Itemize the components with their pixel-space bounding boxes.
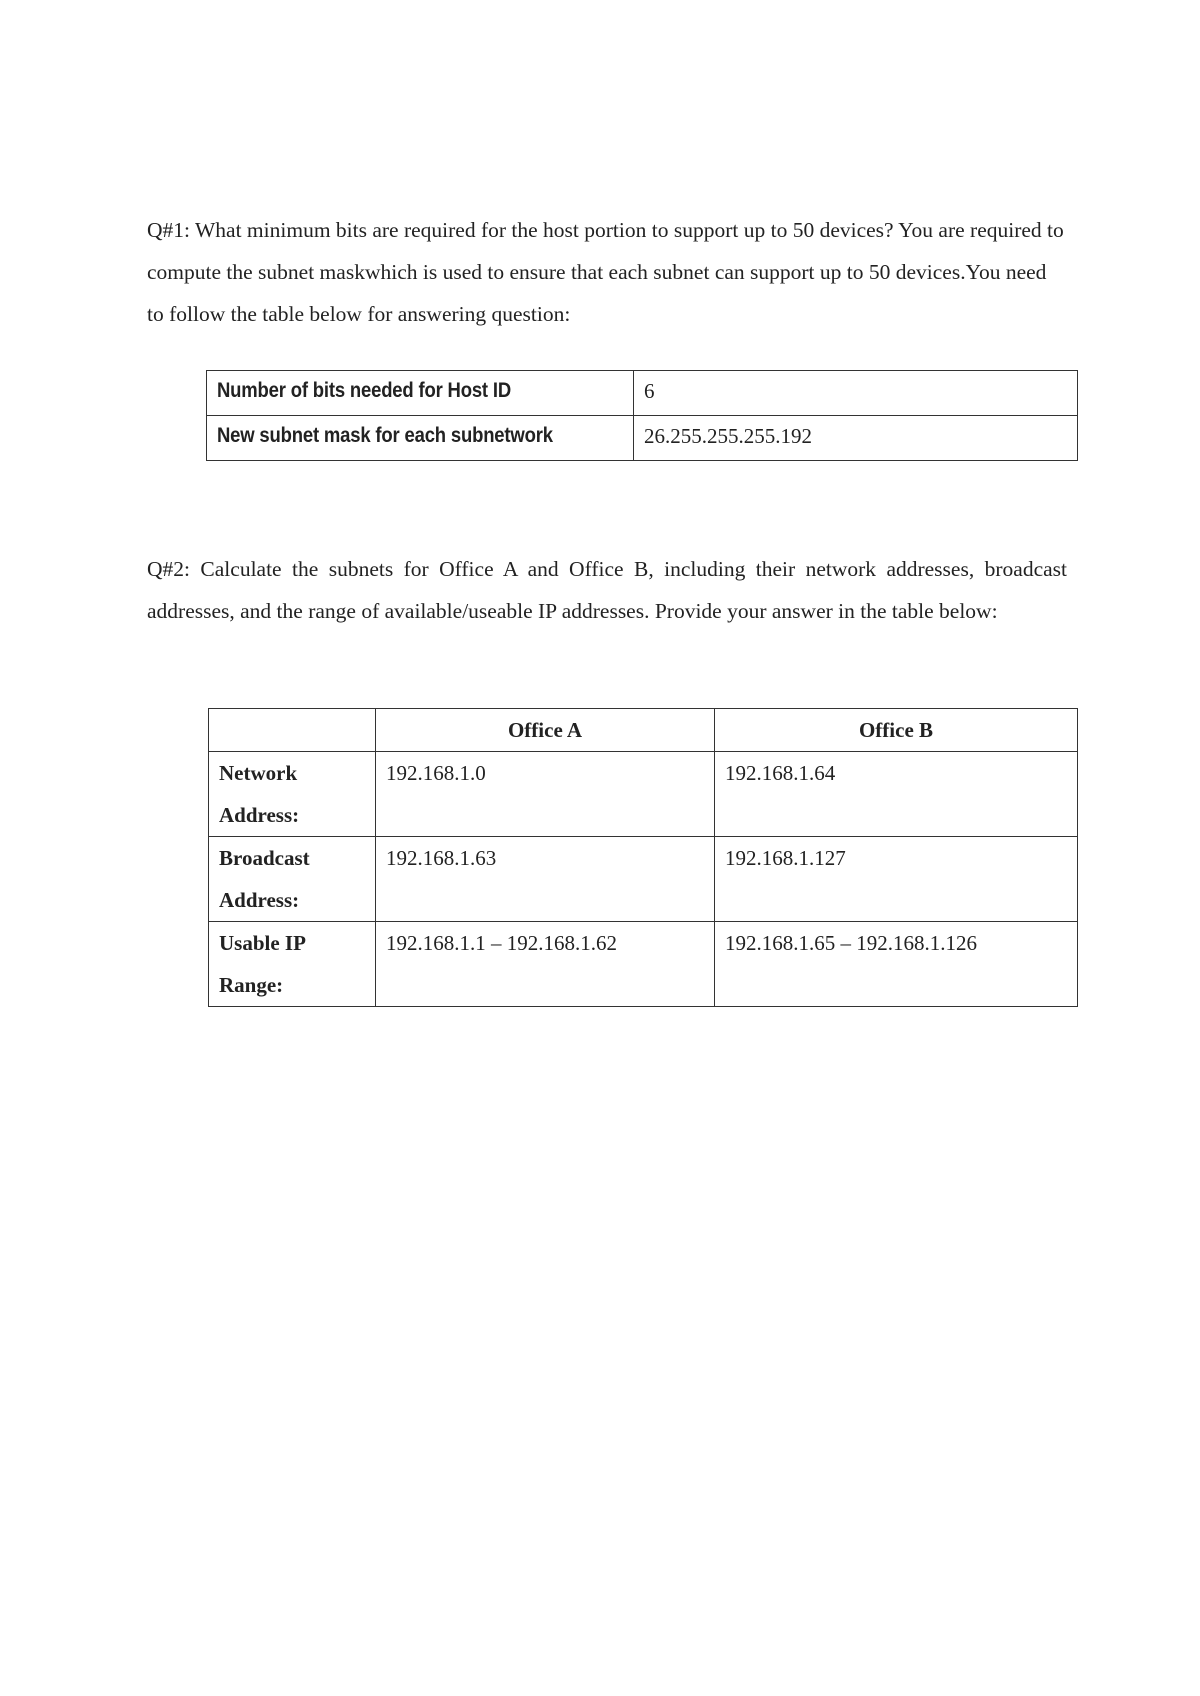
office-b-usable-ip-range: 192.168.1.65 – 192.168.1.126 <box>715 922 1078 1007</box>
office-a-usable-ip-range: 192.168.1.1 – 192.168.1.62 <box>376 922 715 1007</box>
table-cell-value <box>634 416 1078 461</box>
host-id-bits-label: Number of bits needed for Host ID <box>217 379 512 402</box>
row-label-broadcast-address: Broadcast Address: <box>209 837 376 922</box>
table-cell-label <box>207 416 634 461</box>
office-a-broadcast-address: 192.168.1.63 <box>376 837 715 922</box>
office-a-network-address: 192.168.1.0 <box>376 752 715 837</box>
office-b-broadcast-address: 192.168.1.127 <box>715 837 1078 922</box>
subnet-table <box>208 708 1078 1007</box>
table-row <box>207 416 1078 461</box>
host-bits-table <box>206 370 1078 461</box>
table-cell-value <box>634 371 1078 416</box>
office-b-network-address: 192.168.1.64 <box>715 752 1078 837</box>
table-cell-label <box>207 371 634 416</box>
table-header-corner <box>209 709 376 752</box>
question-2-text: Q#2: Calculate the subnets for Office A and Office B, including their network addresses, broadcast addresses, and the range of available/useable IP addresses. Provide your answer in the table below: <box>147 557 1067 623</box>
row-label-network-address: Network Address: <box>209 752 376 837</box>
subnet-mask-value: 26.255.255.255.192 <box>644 424 812 448</box>
subnet-mask-label: New subnet mask for each subnetwork <box>217 424 553 447</box>
host-id-bits-value: 6 <box>644 379 655 403</box>
table-header-row <box>209 709 1078 752</box>
table-row <box>209 752 1078 837</box>
row-label-usable-ip-range: Usable IP Range: <box>209 922 376 1007</box>
question-1-text: Q#1: What minimum bits are required for the host portion to support up to 50 devices? You are required to compute the subnet maskwhich is used to ensure that each subnet can support up to 50 devices.You need to follow the table below for answering question: <box>147 218 1064 326</box>
table-header-office-a: Office A <box>376 709 715 752</box>
table-header-office-b: Office B <box>715 709 1078 752</box>
table-row <box>207 371 1078 416</box>
table-row <box>209 922 1078 1007</box>
table-row <box>209 837 1078 922</box>
